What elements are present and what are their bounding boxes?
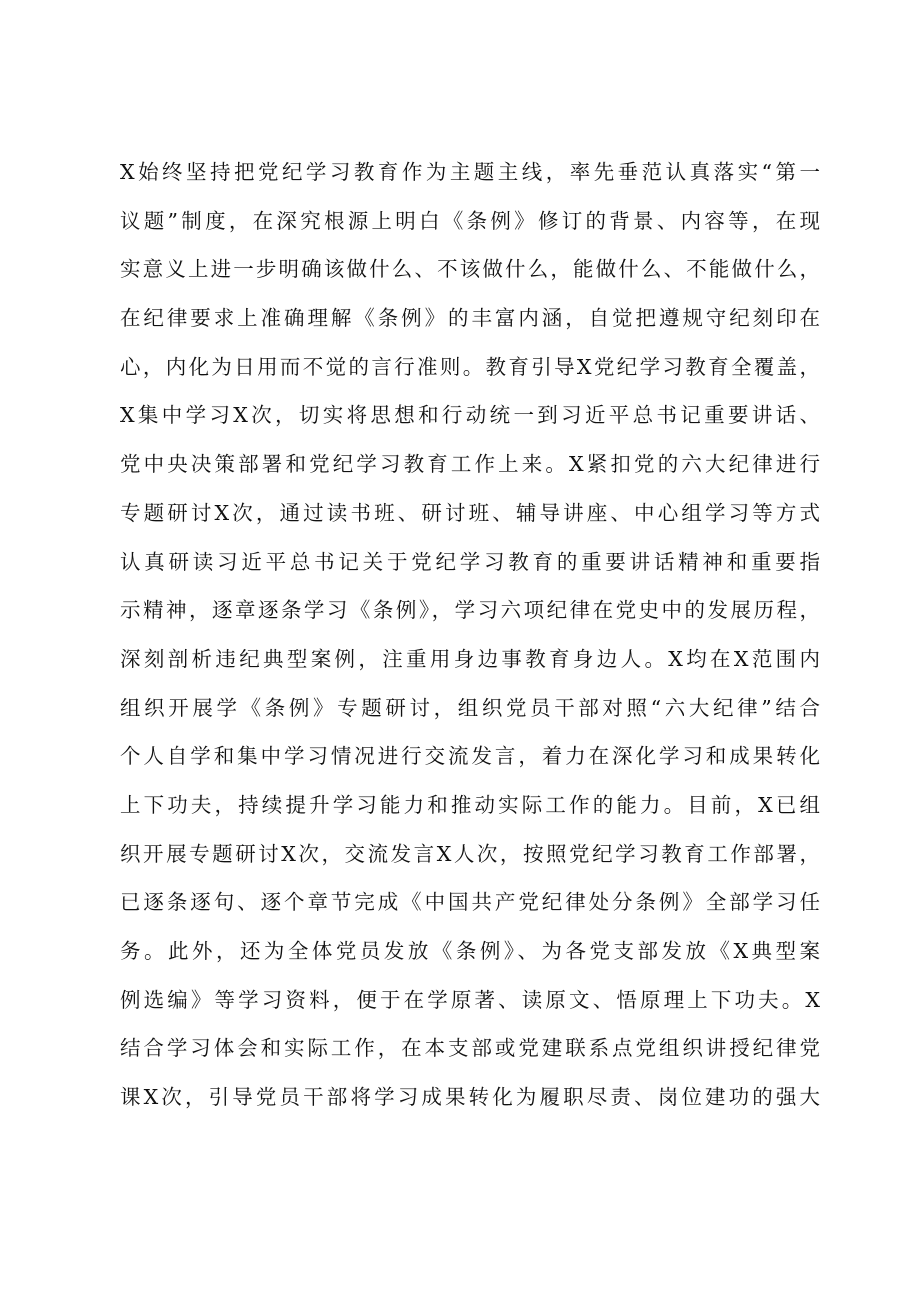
text-line: 认真研读习近平总书记关于党纪学习教育的重要讲话精神和重要指 <box>120 549 820 574</box>
text-line: 课X次，引导党员干部将学习成果转化为履职尽责、岗位建功的强大 <box>120 1085 820 1110</box>
text-line: 例选编》等学习资料，便于在学原著、读原文、悟原理上下功夫。X <box>120 987 820 1012</box>
text-line: 个人自学和集中学习情况进行交流发言，着力在深化学习和成果转化 <box>120 744 820 769</box>
text-line: 上下功夫，持续提升学习能力和推动实际工作的能力。目前，X已组 <box>120 792 820 817</box>
text-line: 组织开展学《条例》专题研讨，组织党员干部对照“六大纪律”结合 <box>120 695 820 720</box>
body-paragraph <box>120 158 820 1132</box>
text-line: 专题研讨X次，通过读书班、研讨班、辅导讲座、中心组学习等方式 <box>120 500 820 525</box>
text-line: 深刻剖析违纪典型案例，注重用身边事教育身边人。X均在X范围内 <box>120 646 820 671</box>
text-line: X始终坚持把党纪学习教育作为主题主线，率先垂范认真落实“第一 <box>120 160 820 184</box>
text-line: X集中学习X次，切实将思想和行动统一到习近平总书记重要讲话、 <box>120 403 820 428</box>
text-line: 示精神，逐章逐条学习《条例》，学习六项纪律在党史中的发展历程， <box>120 598 820 623</box>
text-line: 实意义上进一步明确该做什么、不该做什么，能做什么、不能做什么， <box>120 257 820 282</box>
text-line: 党中央决策部署和党纪学习教育工作上来。X紧扣党的六大纪律进行 <box>120 452 820 477</box>
text-line: 心，内化为日用而不觉的言行准则。教育引导X党纪学习教育全覆盖， <box>120 354 820 379</box>
text-line: 议题”制度，在深究根源上明白《条例》修订的背景、内容等，在现 <box>120 208 820 233</box>
text-line: 结合学习体会和实际工作，在本支部或党建联系点党组织讲授纪律党 <box>120 1036 820 1061</box>
text-line: 务。此外，还为全体党员发放《条例》、为各党支部发放《X典型案 <box>120 939 820 963</box>
text-line: 已逐条逐句、逐个章节完成《中国共产党纪律处分条例》全部学习任 <box>120 890 820 915</box>
text-line: 织开展专题研讨X次，交流发言X人次，按照党纪学习教育工作部署， <box>120 841 820 866</box>
text-line: 在纪律要求上准确理解《条例》的丰富内涵，自觉把遵规守纪刻印在 <box>120 306 820 331</box>
